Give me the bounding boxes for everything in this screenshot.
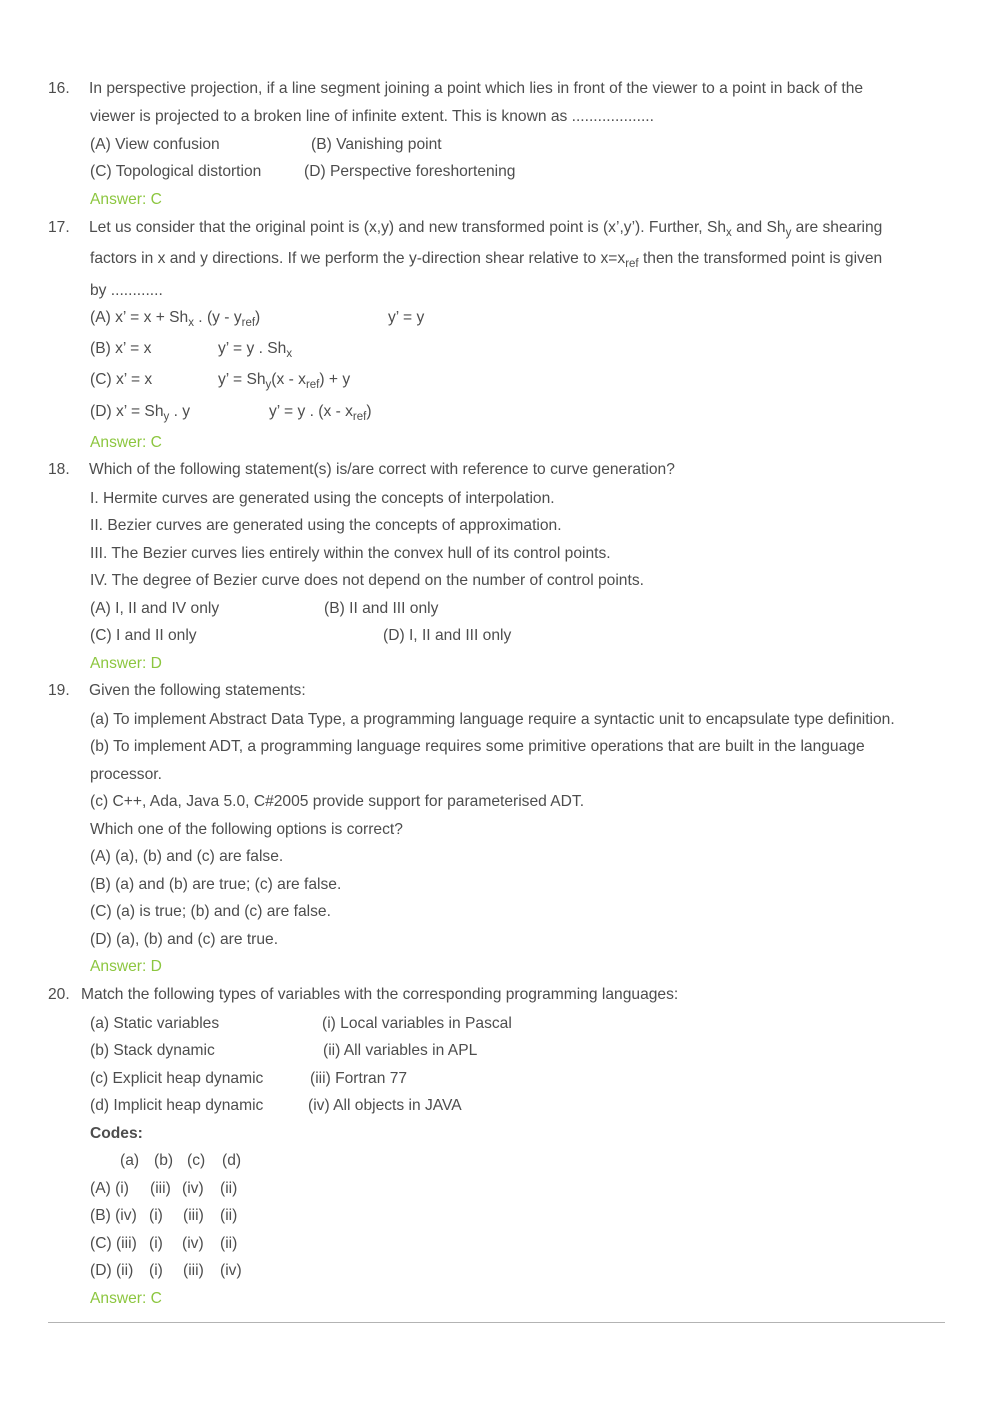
q18-statement-2: II. Bezier curves are generated using the concepts of approximation. xyxy=(90,517,562,534)
q17-answer: Answer: C xyxy=(90,434,162,451)
q17-option-b-x: (B) x’ = x xyxy=(90,340,152,357)
q19-option-d: (D) (a), (b) and (c) are true. xyxy=(90,931,279,948)
q18-option-d: (D) I, II and III only xyxy=(383,627,512,644)
q20-list-d: (d) Implicit heap dynamic xyxy=(90,1097,264,1114)
q20-stem: Match the following types of variables with the corresponding programming languages: xyxy=(81,986,679,1003)
q20-code-a-c2: (iii) xyxy=(150,1180,171,1197)
q20-code-d-c1: (D) (ii) xyxy=(90,1262,134,1279)
q17-stem-line1: Let us consider that the original point is (x,y) and new transformed point is (x’,y’). Further, $Sh_x$ and $Sh_y$ are shearing xyxy=(89,219,883,239)
q17-option-b-y: y’ = y . $Sh_x$ xyxy=(218,340,293,360)
q16-answer: Answer: C xyxy=(90,191,162,208)
q18-option-c: (C) I and II only xyxy=(90,627,197,644)
q18-statement-4: IV. The degree of Bezier curve does not depend on the number of control points. xyxy=(90,572,644,589)
q20-code-a-c4: (ii) xyxy=(220,1180,238,1197)
q17-number: 17. xyxy=(48,219,70,236)
q16-option-d: (D) Perspective foreshortening xyxy=(304,163,516,180)
q20-code-d-c4: (iv) xyxy=(220,1262,242,1279)
q20-code-a-c3: (iv) xyxy=(182,1180,204,1197)
q19-statement-a: (a) To implement Abstract Data Type, a programming language require a syntactic unit to encapsulate type definition. xyxy=(90,711,895,728)
q20-answer: Answer: C xyxy=(90,1290,162,1307)
q17-option-a-x: (A) x’ = $x + Sh_x$ . $(y - y_{ref})$ xyxy=(90,309,261,329)
q19-option-a: (A) (a), (b) and (c) are false. xyxy=(90,848,284,865)
q20-code-c-c1: (C) (iii) xyxy=(90,1235,137,1252)
q20-list-a: (a) Static variables xyxy=(90,1015,220,1032)
q19-answer: Answer: D xyxy=(90,958,162,975)
q16-option-c: (C) Topological distortion xyxy=(90,163,262,180)
q18-statement-1: I. Hermite curves are generated using the concepts of interpolation. xyxy=(90,490,555,507)
q20-list-i: (i) Local variables in Pascal xyxy=(322,1015,512,1032)
q20-code-c-c3: (iv) xyxy=(182,1235,204,1252)
q16-number: 16. xyxy=(48,80,70,97)
q20-code-c-c2: (i) xyxy=(149,1235,163,1252)
q19-option-b: (B) (a) and (b) are true; (c) are false. xyxy=(90,876,342,893)
q17-option-c-y: y’ = $Sh_y(x - x_{ref}) + y$ xyxy=(218,371,351,391)
q20-list-b: (b) Stack dynamic xyxy=(90,1042,215,1059)
q16-option-a: (A) View confusion xyxy=(90,136,220,153)
q19-statement-b-line1: (b) To implement ADT, a programming language requires some primitive operations that are built in the language xyxy=(90,738,865,755)
q18-stem: Which of the following statement(s) is/are correct with reference to curve generation? xyxy=(89,461,675,478)
q17-option-c-x: (C) x’ = x xyxy=(90,371,153,388)
q17-stem-line2: factors in x and y directions. If we perform the y-direction shear relative to $x=x_{ref}$ then the transformed point is given xyxy=(90,250,883,270)
q20-number: 20. xyxy=(48,986,70,1003)
q16-option-b: (B) Vanishing point xyxy=(311,136,442,153)
q17-stem-line3: by ............ xyxy=(90,282,163,299)
q20-code-c-c4: (ii) xyxy=(220,1235,238,1252)
q18-option-b: (B) II and III only xyxy=(324,600,439,617)
q18-answer: Answer: D xyxy=(90,655,162,672)
q19-statement-b-line2: processor. xyxy=(90,766,162,783)
q20-codes-label: Codes: xyxy=(90,1125,143,1142)
q20-code-b-c3: (iii) xyxy=(183,1207,204,1224)
q20-codes-header-a: (a) xyxy=(120,1152,140,1169)
q19-statement-c: (c) C++, Ada, Java 5.0, C#2005 provide support for parameterised ADT. xyxy=(90,793,585,810)
q17-option-d-y: y’ = y . $(x - x_{ref})$ xyxy=(269,403,372,423)
q16-stem-line1: In perspective projection, if a line segment joining a point which lies in front of the viewer to a point in back of the xyxy=(89,80,864,97)
q20-list-iii: (iii) Fortran 77 xyxy=(310,1070,408,1087)
q20-code-d-c2: (i) xyxy=(149,1262,163,1279)
q18-number: 18. xyxy=(48,461,70,478)
q20-code-d-c3: (iii) xyxy=(183,1262,204,1279)
q20-list-c: (c) Explicit heap dynamic xyxy=(90,1070,264,1087)
q17-option-d-x: (D) x’ = $Sh_y$ . y xyxy=(90,403,191,423)
q20-codes-header-d: (d) xyxy=(222,1152,242,1169)
q18-option-a: (A) I, II and IV only xyxy=(90,600,220,617)
q20-code-a-c1: (A) (i) xyxy=(90,1180,129,1197)
q20-code-b-c4: (ii) xyxy=(220,1207,238,1224)
q19-option-c: (C) (a) is true; (b) and (c) are false. xyxy=(90,903,331,920)
q18-statement-3: III. The Bezier curves lies entirely within the convex hull of its control points. xyxy=(90,545,611,562)
q19-number: 19. xyxy=(48,682,70,699)
q19-stem: Given the following statements: xyxy=(89,682,306,699)
footer-divider xyxy=(48,1322,945,1323)
q19-question: Which one of the following options is correct? xyxy=(90,821,403,838)
q17-option-a-y: y’ = y xyxy=(388,309,425,326)
q20-codes-header-b: (b) xyxy=(154,1152,174,1169)
q20-list-ii: (ii) All variables in APL xyxy=(323,1042,478,1059)
q20-code-b-c1: (B) (iv) xyxy=(90,1207,137,1224)
q20-codes-header-c: (c) xyxy=(187,1152,206,1169)
q20-code-b-c2: (i) xyxy=(149,1207,163,1224)
q20-list-iv: (iv) All objects in JAVA xyxy=(308,1097,462,1114)
q16-stem-line2: viewer is projected to a broken line of infinite extent. This is known as ................... xyxy=(90,108,654,125)
